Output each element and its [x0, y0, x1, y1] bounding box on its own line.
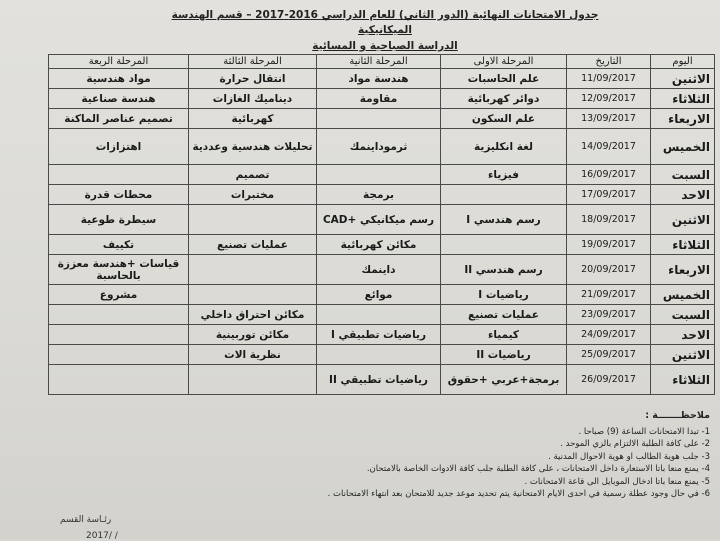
cell-date: 12/09/2017: [567, 89, 651, 109]
column-header-stage-1: المرحلة الاولى: [441, 55, 567, 69]
table-row: [49, 205, 715, 235]
cell-stage-1: دوائر كهربائية: [441, 89, 567, 109]
cell-stage-2: مقاومة: [317, 89, 441, 109]
cell-stage-1: [441, 235, 567, 255]
cell-stage-2: داينمك: [317, 255, 441, 285]
cell-stage-1: علم الحاسبات: [441, 69, 567, 89]
cell-stage-4: [49, 345, 189, 365]
table-row: [49, 129, 715, 165]
title-line-2: الدراسة الصباحية و المسائية: [312, 40, 458, 52]
cell-stage-4: [49, 165, 189, 185]
cell-stage-4: مشروع: [49, 285, 189, 305]
cell-stage-4: محطات قدرة: [49, 185, 189, 205]
cell-stage-4: تصميم عناصر الماكنة: [49, 109, 189, 129]
table-row: [49, 185, 715, 205]
signature-date: 2017/ /: [86, 531, 118, 541]
cell-date: 25/09/2017: [567, 345, 651, 365]
cell-stage-2: هندسة مواد: [317, 69, 441, 89]
cell-stage-3: كهربائية: [189, 109, 317, 129]
cell-stage-3: [189, 255, 317, 285]
cell-stage-1: رياضيات II: [441, 345, 567, 365]
note-item: 4- يمنع منعا باتا الاستعارة داخل الامتحانات ، على كافة الطلبة جلب كافة الادوات الخاصة بالامتحان.: [366, 464, 710, 474]
cell-stage-3: نظرية الات: [189, 345, 317, 365]
table-row: [49, 69, 715, 89]
cell-date: 24/09/2017: [567, 325, 651, 345]
cell-stage-1: فيزياء: [441, 165, 567, 185]
cell-day: السبت: [651, 165, 715, 185]
cell-stage-4: هندسة صناعية: [49, 89, 189, 109]
table-row: [49, 365, 715, 395]
cell-day: الاثنين: [651, 205, 715, 235]
exam-schedule-table: [48, 54, 715, 395]
cell-date: 13/09/2017: [567, 109, 651, 129]
cell-stage-2: رسم ميكانيكي +CAD: [317, 205, 441, 235]
column-header-day: اليوم: [651, 55, 715, 69]
cell-day: الثلاثاء: [651, 89, 715, 109]
cell-stage-4: تكييف: [49, 235, 189, 255]
cell-day: السبت: [651, 305, 715, 325]
cell-stage-3: تصميم: [189, 165, 317, 185]
cell-stage-1: رسم هندسي I: [441, 205, 567, 235]
cell-date: 26/09/2017: [567, 365, 651, 395]
cell-day: الاثنين: [651, 345, 715, 365]
note-item: 1- تبدا الامتحانات الساعة (9) صباحا .: [578, 426, 710, 437]
table-row: [49, 255, 715, 285]
cell-day: الاحد: [651, 325, 715, 345]
cell-stage-2: [317, 305, 441, 325]
cell-stage-3: مختبرات: [189, 185, 317, 205]
cell-stage-4: اهتزازات: [49, 129, 189, 165]
cell-day: الاربعاء: [651, 255, 715, 285]
notes-section: [290, 410, 710, 501]
column-header-stage-2: المرحلة الثانية: [317, 55, 441, 69]
cell-stage-2: [317, 345, 441, 365]
column-header-stage-4: المرحلة الربعة: [49, 55, 189, 69]
cell-stage-2: موائع: [317, 285, 441, 305]
cell-date: 20/09/2017: [567, 255, 651, 285]
cell-date: 16/09/2017: [567, 165, 651, 185]
table-row: [49, 109, 715, 129]
cell-date: 21/09/2017: [567, 285, 651, 305]
note-item: 3- جلب هوية الطالب او هوية الاحوال المدنية .: [548, 451, 710, 462]
cell-date: 14/09/2017: [567, 129, 651, 165]
cell-stage-1: رياضيات I: [441, 285, 567, 305]
cell-stage-2: رياضيات تطبيقي II: [317, 365, 441, 395]
cell-stage-3: انتقال حرارة: [189, 69, 317, 89]
cell-day: الاحد: [651, 185, 715, 205]
note-item: 5- يمنع منعا باتا ادخال الموبايل الى قاعة الامتحانات .: [524, 476, 710, 487]
cell-stage-3: [189, 205, 317, 235]
cell-date: 19/09/2017: [567, 235, 651, 255]
cell-stage-4: [49, 325, 189, 345]
cell-stage-2: ثرموداينمك: [317, 129, 441, 165]
cell-stage-4: سيطرة طوعية: [49, 205, 189, 235]
cell-stage-3: عمليات تصنيع: [189, 235, 317, 255]
cell-day: الاربعاء: [651, 109, 715, 129]
cell-stage-1: كيمياء: [441, 325, 567, 345]
cell-stage-1: رسم هندسي II: [441, 255, 567, 285]
cell-date: 17/09/2017: [567, 185, 651, 205]
cell-stage-3: مكائن احتراق داخلي: [189, 305, 317, 325]
signature-label: رئـاسة القسم: [60, 515, 112, 525]
column-header-stage-3: المرحلة الثالثة: [189, 55, 317, 69]
cell-stage-3: ديناميك الغازات: [189, 89, 317, 109]
note-item: 6- في حال وجود عطلة رسمية في احدى الايام الامتحانية يتم تحديد موعد جديد للامتحان بعد انتهاء الامتحانات .: [327, 489, 710, 499]
cell-stage-1: عمليات تصنيع: [441, 305, 567, 325]
notes-heading: ملاحظـــــــة :: [645, 410, 710, 421]
cell-stage-4: مواد هندسية: [49, 69, 189, 89]
cell-day: الثلاثاء: [651, 235, 715, 255]
cell-stage-1: برمجة+عربي +حقوق: [441, 365, 567, 395]
cell-stage-2: [317, 165, 441, 185]
cell-stage-2: [317, 109, 441, 129]
document-title: [150, 8, 620, 54]
cell-stage-2: مكائن كهربائية: [317, 235, 441, 255]
cell-date: 11/09/2017: [567, 69, 651, 89]
table-row: [49, 345, 715, 365]
table-row: [49, 235, 715, 255]
cell-stage-4: [49, 365, 189, 395]
cell-stage-3: [189, 365, 317, 395]
cell-day: الخميس: [651, 129, 715, 165]
cell-stage-2: رياضيات تطبيقي I: [317, 325, 441, 345]
cell-date: 23/09/2017: [567, 305, 651, 325]
cell-stage-3: [189, 285, 317, 305]
cell-day: الاثنين: [651, 69, 715, 89]
cell-stage-1: علم السكون: [441, 109, 567, 129]
cell-day: الثلاثاء: [651, 365, 715, 395]
table-row: [49, 325, 715, 345]
column-header-date: التاريخ: [567, 55, 651, 69]
table-row: [49, 305, 715, 325]
note-item: 2- على كافة الطلبة الالتزام بالزي الموحد .: [560, 439, 710, 449]
cell-stage-4: [49, 305, 189, 325]
cell-stage-3: مكائن توربينية: [189, 325, 317, 345]
title-line-1: جدول الامتحانات النهائية (الدور الثاني) للعام الدراسي 2016-2017 – قسم الهندسة الميكانيكية: [171, 9, 599, 36]
cell-day: الخميس: [651, 285, 715, 305]
table-row: [49, 89, 715, 109]
cell-stage-2: برمجة: [317, 185, 441, 205]
cell-stage-3: تحليلات هندسية وعددية: [189, 129, 317, 165]
cell-stage-1: [441, 185, 567, 205]
table-row: [49, 285, 715, 305]
cell-stage-4: قياسات +هندسة معززة بالحاسبة: [49, 255, 189, 285]
table-header-row: [49, 55, 715, 69]
cell-stage-1: لغة انكليزية: [441, 129, 567, 165]
cell-date: 18/09/2017: [567, 205, 651, 235]
table-row: [49, 165, 715, 185]
